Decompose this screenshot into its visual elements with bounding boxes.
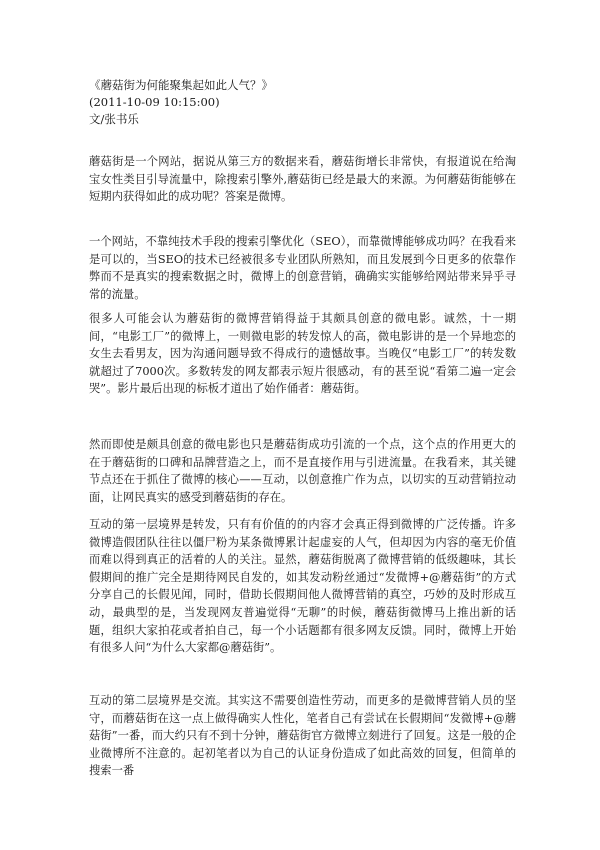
paragraph-5: 互动的第一层境界是转发，只有有价值的的内容才会真正得到微博的广泛传播。许多微博造假团队往往以僵尸粉为某条微博累计起虚妄的人气，但却因为内容的毫无价值而难以得到真正的活着的人的关注。显然，蘑菇街脱离了微博营销的低级趣味，其长假期间的推广完全是期待网民自发的，如其发动粉丝通过“发微博+@蘑菇街”的方式分享自己的长假见闻，同时，借助长假期间他人微博营销的真空，巧妙的及时形成互动，最典型的是，当发现网友普遍觉得“无聊”的时候，蘑菇街微博马上推出新的话题，组织大家拍花或者拍自己，每一个小话题都有很多网友反馈。同时，微博上开始有很多人问“为什么大家都@蘑菇街”。 (89, 518, 516, 655)
article-title: 《蘑菇街为何能聚集起如此人气？》 (89, 78, 273, 92)
paragraph-6: 互动的第二层境界是交流。其实这不需要创造性劳动，而更多的是微博营销人员的坚守，而蘑菇街在这一点上做得确实人性化，笔者自己有尝试在长假期间“发微博+@蘑菇街”一番，而大约只有不到十分钟，蘑菇街官方微博立刻进行了回复。这是一般的企业微博所不注意的。起初笔者以为自己的认证身份造成了如此高效的回复，但简单的搜索一番 (89, 694, 516, 778)
paragraph-3: 很多人可能会认为蘑菇街的微博营销得益于其颇具创意的微电影。诚然，十一期间，“电影工厂”的微博上，一则微电影的转发惊人的高，微电影讲的是一个异地恋的女生去看男友，因为沟通问题导致不得成行的遗憾故事。当晚仅“电影工厂”的转发数就超过了7000次。多数转发的网友都表示短片很感动，有的甚至说“看第二遍一定会哭”。影片最后出现的标板才道出了始作俑者：蘑菇街。 (89, 312, 516, 396)
article-datetime: (2011-10-09 10:15:00) (89, 95, 220, 109)
paragraph-4: 然而即使是颇具创意的微电影也只是蘑菇街成功引流的一个点，这个点的作用更大的在于蘑菇街的口碑和品牌营造之上，而不是直接作用与引进流量。在我看来，其关键节点还在于抓住了微博的核心——互动，以创意推广作为点，以切实的互动营销拉动面，让网民真实的感受到蘑菇街的存在。 (89, 438, 516, 504)
paragraph-1: 蘑菇街是一个网站，据说从第三方的数据来看，蘑菇街增长非常快，有报道说在给淘宝女性类目引导流量中，除搜索引擎外,蘑菇街已经是最大的来源。为何蘑菇街能够在短期内获得如此的成功呢？答案是微博。 (89, 155, 516, 204)
article-header (89, 77, 529, 128)
paragraph-2: 一个网站，不靠纯技术手段的搜索引擎优化（SEO），而靠微博能够成功吗？在我看来是可以的，当SEO的技术已经被很多专业团队所熟知，而且发展到今日更多的依靠作弊而不是真实的搜索数据之时，微博上的创意营销，确确实实能够给网站带来异乎寻常的流量。 (89, 235, 516, 301)
article-author: 文/张书乐 (89, 112, 139, 126)
